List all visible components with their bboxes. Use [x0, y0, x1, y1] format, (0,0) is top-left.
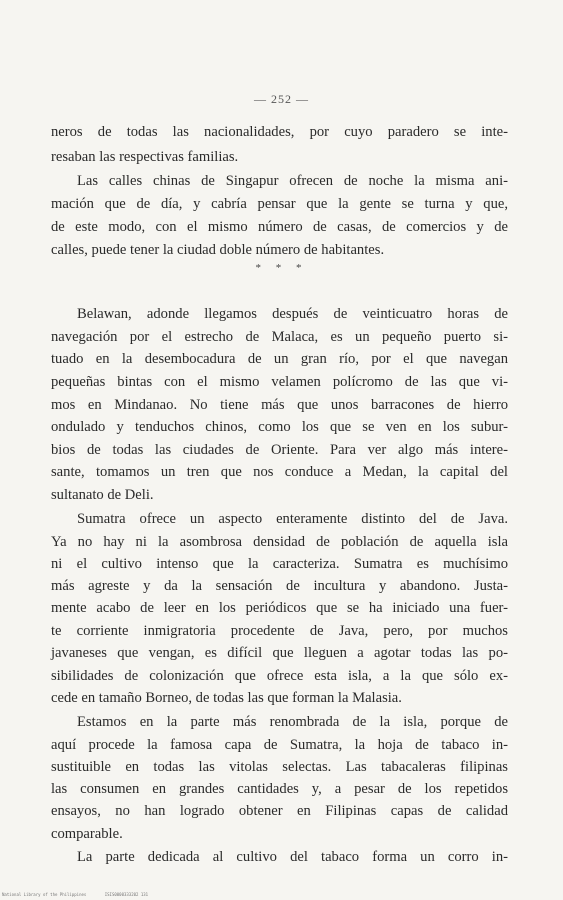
text-line: sibilidades de colonización que ofrece esta isla, a la que sólo ex-: [51, 668, 508, 684]
text-line: comparable.: [51, 826, 123, 842]
page-number: — 252 —: [254, 92, 309, 106]
text-line: sultanato de Deli.: [51, 487, 154, 503]
scan-id: ISIS0000333202 131: [104, 892, 149, 897]
text-line: bios de todas las ciudades de Oriente. Para ver algo más intere-: [51, 442, 508, 458]
text-line: aquí procede la famosa capa de Sumatra, la hoja de tabaco in-: [51, 737, 508, 753]
text-line: La parte dedicada al cultivo del tabaco forma un corro in-: [77, 849, 508, 865]
text-line: te corriente inmigratoria procedente de Java, pero, por muchos: [51, 623, 508, 639]
section-separator: * * *: [255, 262, 308, 274]
text-line: Ya no hay ni la asombrosa densidad de población de aquella isla: [51, 534, 508, 550]
text-line: sustituible en todas las vitolas selectas. Las tabacaleras filipinas: [51, 759, 508, 775]
text-line: más agreste y da la sensación de incultura y abandono. Justa-: [51, 578, 508, 594]
text-line: Estamos en la parte más renombrada de la isla, porque de: [77, 714, 508, 730]
text-line: resaban las respectivas familias.: [51, 149, 239, 165]
text-line: de este modo, con el mismo número de casas, de comercios y de: [51, 219, 508, 235]
library-credit: National Library of the Philippines: [2, 892, 87, 897]
text-line: Las calles chinas de Singapur ofrecen de noche la misma ani-: [77, 173, 508, 189]
text-line: cede en tamaño Borneo, de todas las que forman la Malasia.: [51, 690, 402, 706]
text-line: mación que de día, y cabría pensar que la gente se turna y que,: [51, 196, 508, 212]
text-line: ensayos, no han logrado obtener en Filipinas capas de calidad: [51, 803, 508, 819]
text-line: mente acabo de leer en los periódicos que se ha iniciado una fuer-: [51, 600, 508, 616]
text-line: Sumatra ofrece un aspecto enteramente distinto del de Java.: [77, 511, 508, 527]
text-line: Belawan, adonde llegamos después de veinticuatro horas de: [77, 306, 508, 322]
text-line: calles, puede tener la ciudad doble número de habitantes.: [51, 242, 385, 258]
text-line: sante, tomamos un tren que nos conduce a Medan, la capital del: [51, 464, 508, 480]
text-line: javaneses que vengan, es difícil que lleguen a agotar todas las po-: [51, 645, 508, 661]
text-line: navegación por el estrecho de Malaca, es un pequeño puerto si-: [51, 329, 508, 345]
text-line: neros de todas las nacionalidades, por cuyo paradero se inte-: [51, 124, 508, 140]
text-line: las consumen en grandes cantidades y, a pesar de los repetidos: [51, 781, 508, 797]
text-line: ondulado y tenduchos chinos, como los que se ven en los subur-: [51, 419, 508, 435]
scan-footer: [2, 892, 164, 897]
text-line: mos en Mindanao. No tiene más que unos barracones de hierro: [51, 397, 508, 413]
text-line: tuado en la desembocadura de un gran río, por el que navegan: [51, 351, 508, 367]
text-line: pequeñas bintas con el mismo velamen polícromo de las que vi-: [51, 374, 508, 390]
text-line: ni el cultivo intenso que la caracteriza. Sumatra es muchísimo: [51, 556, 508, 572]
